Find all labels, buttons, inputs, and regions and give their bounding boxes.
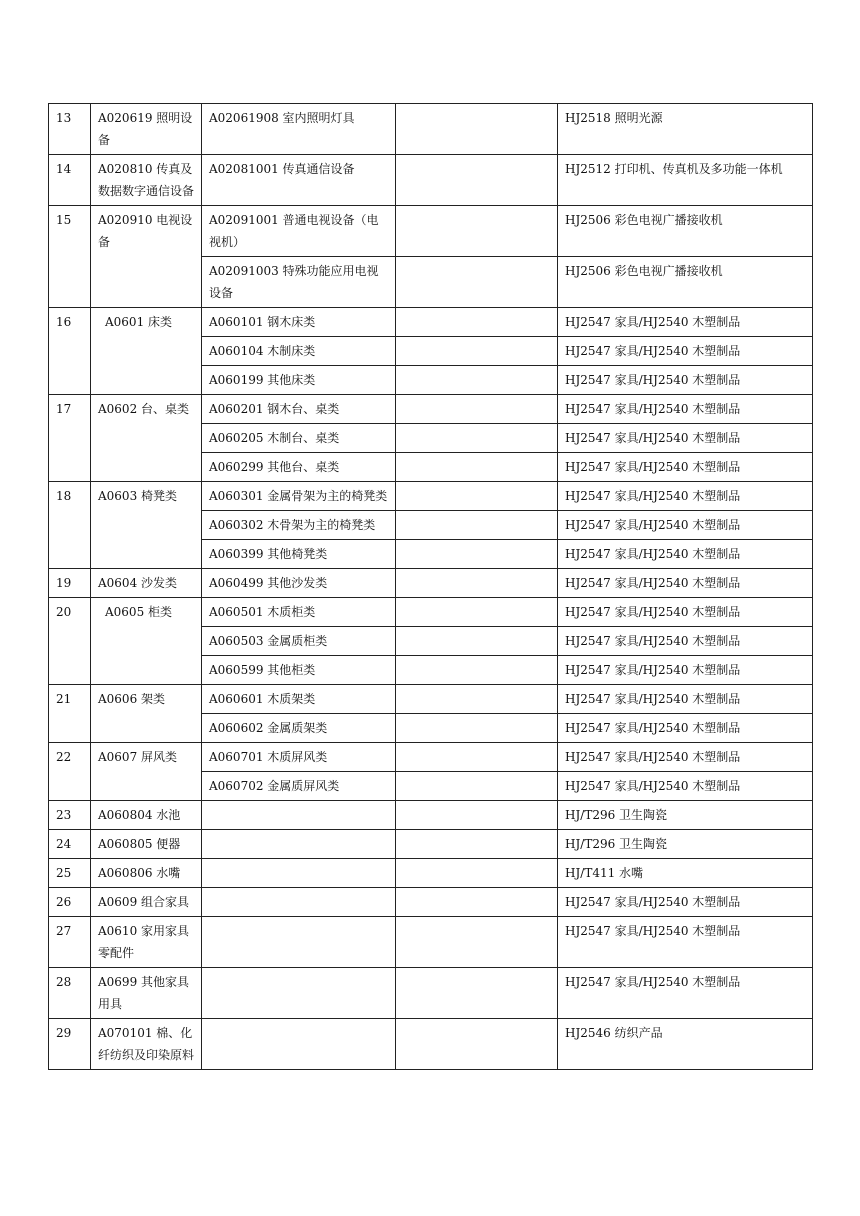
empty-cell (396, 453, 558, 482)
standard-cell: HJ2547 家具/HJ2540 木塑制品 (558, 917, 813, 968)
standard-cell: HJ2547 家具/HJ2540 木塑制品 (558, 968, 813, 1019)
standard-cell: HJ2547 家具/HJ2540 木塑制品 (558, 656, 813, 685)
empty-cell (396, 1019, 558, 1070)
empty-cell (396, 308, 558, 337)
subcategory-cell: A060299 其他台、桌类 (202, 453, 396, 482)
standard-cell: HJ2547 家具/HJ2540 木塑制品 (558, 598, 813, 627)
subcategory-cell: A060503 金属质柜类 (202, 627, 396, 656)
category-cell: A0603 椅凳类 (91, 482, 202, 569)
subcategory-cell: A02091001 普通电视设备（电视机） (202, 206, 396, 257)
row-number-cell: 24 (49, 830, 91, 859)
empty-cell (396, 366, 558, 395)
table-row (49, 917, 813, 968)
subcategory-cell (202, 968, 396, 1019)
table-row (49, 308, 813, 337)
empty-cell (396, 888, 558, 917)
table-row (49, 888, 813, 917)
subcategory-cell: A02081001 传真通信设备 (202, 155, 396, 206)
standard-cell: HJ2546 纺织产品 (558, 1019, 813, 1070)
empty-cell (396, 772, 558, 801)
subcategory-cell: A060501 木质柜类 (202, 598, 396, 627)
category-cell: A0606 架类 (91, 685, 202, 743)
standard-cell: HJ/T296 卫生陶瓷 (558, 801, 813, 830)
standard-cell: HJ2547 家具/HJ2540 木塑制品 (558, 366, 813, 395)
subcategory-cell: A060301 金属骨架为主的椅凳类 (202, 482, 396, 511)
table-row (49, 104, 813, 155)
standard-cell: HJ2547 家具/HJ2540 木塑制品 (558, 569, 813, 598)
empty-cell (396, 540, 558, 569)
row-number-cell: 20 (49, 598, 91, 685)
subcategory-cell: A060201 钢木台、桌类 (202, 395, 396, 424)
standard-cell: HJ2547 家具/HJ2540 木塑制品 (558, 627, 813, 656)
category-cell: A0605 柜类 (91, 598, 202, 685)
empty-cell (396, 917, 558, 968)
empty-cell (396, 656, 558, 685)
empty-cell (396, 968, 558, 1019)
empty-cell (396, 424, 558, 453)
empty-cell (396, 714, 558, 743)
row-number-cell: 25 (49, 859, 91, 888)
category-cell: A0602 台、桌类 (91, 395, 202, 482)
subcategory-cell: A02061908 室内照明灯具 (202, 104, 396, 155)
subcategory-cell (202, 830, 396, 859)
table-row (49, 155, 813, 206)
subcategory-cell: A060701 木质屏风类 (202, 743, 396, 772)
subcategory-cell: A060399 其他椅凳类 (202, 540, 396, 569)
table-body (49, 104, 813, 1070)
product-standard-table (48, 103, 813, 1070)
subcategory-cell (202, 859, 396, 888)
standard-cell: HJ2547 家具/HJ2540 木塑制品 (558, 685, 813, 714)
table-row (49, 1019, 813, 1070)
empty-cell (396, 155, 558, 206)
standard-cell: HJ2547 家具/HJ2540 木塑制品 (558, 743, 813, 772)
table-row (49, 968, 813, 1019)
subcategory-cell: A060601 木质架类 (202, 685, 396, 714)
category-cell: A0601 床类 (91, 308, 202, 395)
empty-cell (396, 511, 558, 540)
standard-cell: HJ2547 家具/HJ2540 木塑制品 (558, 540, 813, 569)
row-number-cell: 14 (49, 155, 91, 206)
standard-cell: HJ2547 家具/HJ2540 木塑制品 (558, 308, 813, 337)
standard-cell: HJ2547 家具/HJ2540 木塑制品 (558, 888, 813, 917)
standard-cell: HJ2547 家具/HJ2540 木塑制品 (558, 337, 813, 366)
empty-cell (396, 104, 558, 155)
table-row (49, 859, 813, 888)
category-cell: A020810 传真及数据数字通信设备 (91, 155, 202, 206)
category-cell: A0609 组合家具 (91, 888, 202, 917)
empty-cell (396, 598, 558, 627)
subcategory-cell: A060302 木骨架为主的椅凳类 (202, 511, 396, 540)
subcategory-cell: A060205 木制台、桌类 (202, 424, 396, 453)
standard-cell: HJ2518 照明光源 (558, 104, 813, 155)
table-row (49, 743, 813, 772)
row-number-cell: 17 (49, 395, 91, 482)
empty-cell (396, 569, 558, 598)
standard-cell: HJ2506 彩色电视广播接收机 (558, 206, 813, 257)
row-number-cell: 23 (49, 801, 91, 830)
subcategory-cell (202, 888, 396, 917)
row-number-cell: 21 (49, 685, 91, 743)
subcategory-cell (202, 917, 396, 968)
subcategory-cell: A060602 金属质架类 (202, 714, 396, 743)
row-number-cell: 22 (49, 743, 91, 801)
subcategory-cell (202, 1019, 396, 1070)
empty-cell (396, 482, 558, 511)
category-cell: A0604 沙发类 (91, 569, 202, 598)
standard-cell: HJ2547 家具/HJ2540 木塑制品 (558, 395, 813, 424)
subcategory-cell (202, 801, 396, 830)
standard-cell: HJ/T411 水嘴 (558, 859, 813, 888)
category-cell: A0610 家用家具零配件 (91, 917, 202, 968)
standard-cell: HJ2506 彩色电视广播接收机 (558, 257, 813, 308)
empty-cell (396, 801, 558, 830)
category-cell: A060804 水池 (91, 801, 202, 830)
standard-cell: HJ2547 家具/HJ2540 木塑制品 (558, 482, 813, 511)
standard-cell: HJ2547 家具/HJ2540 木塑制品 (558, 511, 813, 540)
subcategory-cell: A060499 其他沙发类 (202, 569, 396, 598)
table-row (49, 395, 813, 424)
empty-cell (396, 830, 558, 859)
standard-cell: HJ/T296 卫生陶瓷 (558, 830, 813, 859)
table-row (49, 801, 813, 830)
empty-cell (396, 337, 558, 366)
empty-cell (396, 395, 558, 424)
category-cell: A060806 水嘴 (91, 859, 202, 888)
subcategory-cell: A060101 钢木床类 (202, 308, 396, 337)
table-row (49, 598, 813, 627)
row-number-cell: 19 (49, 569, 91, 598)
category-cell: A060805 便器 (91, 830, 202, 859)
category-cell: A0699 其他家具用具 (91, 968, 202, 1019)
table-row (49, 685, 813, 714)
standard-cell: HJ2547 家具/HJ2540 木塑制品 (558, 424, 813, 453)
empty-cell (396, 743, 558, 772)
row-number-cell: 27 (49, 917, 91, 968)
standard-cell: HJ2547 家具/HJ2540 木塑制品 (558, 772, 813, 801)
row-number-cell: 18 (49, 482, 91, 569)
subcategory-cell: A060599 其他柜类 (202, 656, 396, 685)
table-row (49, 482, 813, 511)
category-cell: A020910 电视设备 (91, 206, 202, 308)
row-number-cell: 15 (49, 206, 91, 308)
empty-cell (396, 206, 558, 257)
row-number-cell: 29 (49, 1019, 91, 1070)
table-row (49, 830, 813, 859)
empty-cell (396, 627, 558, 656)
row-number-cell: 13 (49, 104, 91, 155)
table-row (49, 206, 813, 257)
table-row (49, 569, 813, 598)
standard-cell: HJ2547 家具/HJ2540 木塑制品 (558, 453, 813, 482)
subcategory-cell: A060702 金属质屏风类 (202, 772, 396, 801)
category-cell: A020619 照明设备 (91, 104, 202, 155)
standard-cell: HJ2512 打印机、传真机及多功能一体机 (558, 155, 813, 206)
subcategory-cell: A060104 木制床类 (202, 337, 396, 366)
subcategory-cell: A060199 其他床类 (202, 366, 396, 395)
row-number-cell: 28 (49, 968, 91, 1019)
standard-cell: HJ2547 家具/HJ2540 木塑制品 (558, 714, 813, 743)
subcategory-cell: A02091003 特殊功能应用电视设备 (202, 257, 396, 308)
row-number-cell: 26 (49, 888, 91, 917)
empty-cell (396, 685, 558, 714)
empty-cell (396, 257, 558, 308)
category-cell: A070101 棉、化纤纺织及印染原料 (91, 1019, 202, 1070)
category-cell: A0607 屏风类 (91, 743, 202, 801)
empty-cell (396, 859, 558, 888)
row-number-cell: 16 (49, 308, 91, 395)
